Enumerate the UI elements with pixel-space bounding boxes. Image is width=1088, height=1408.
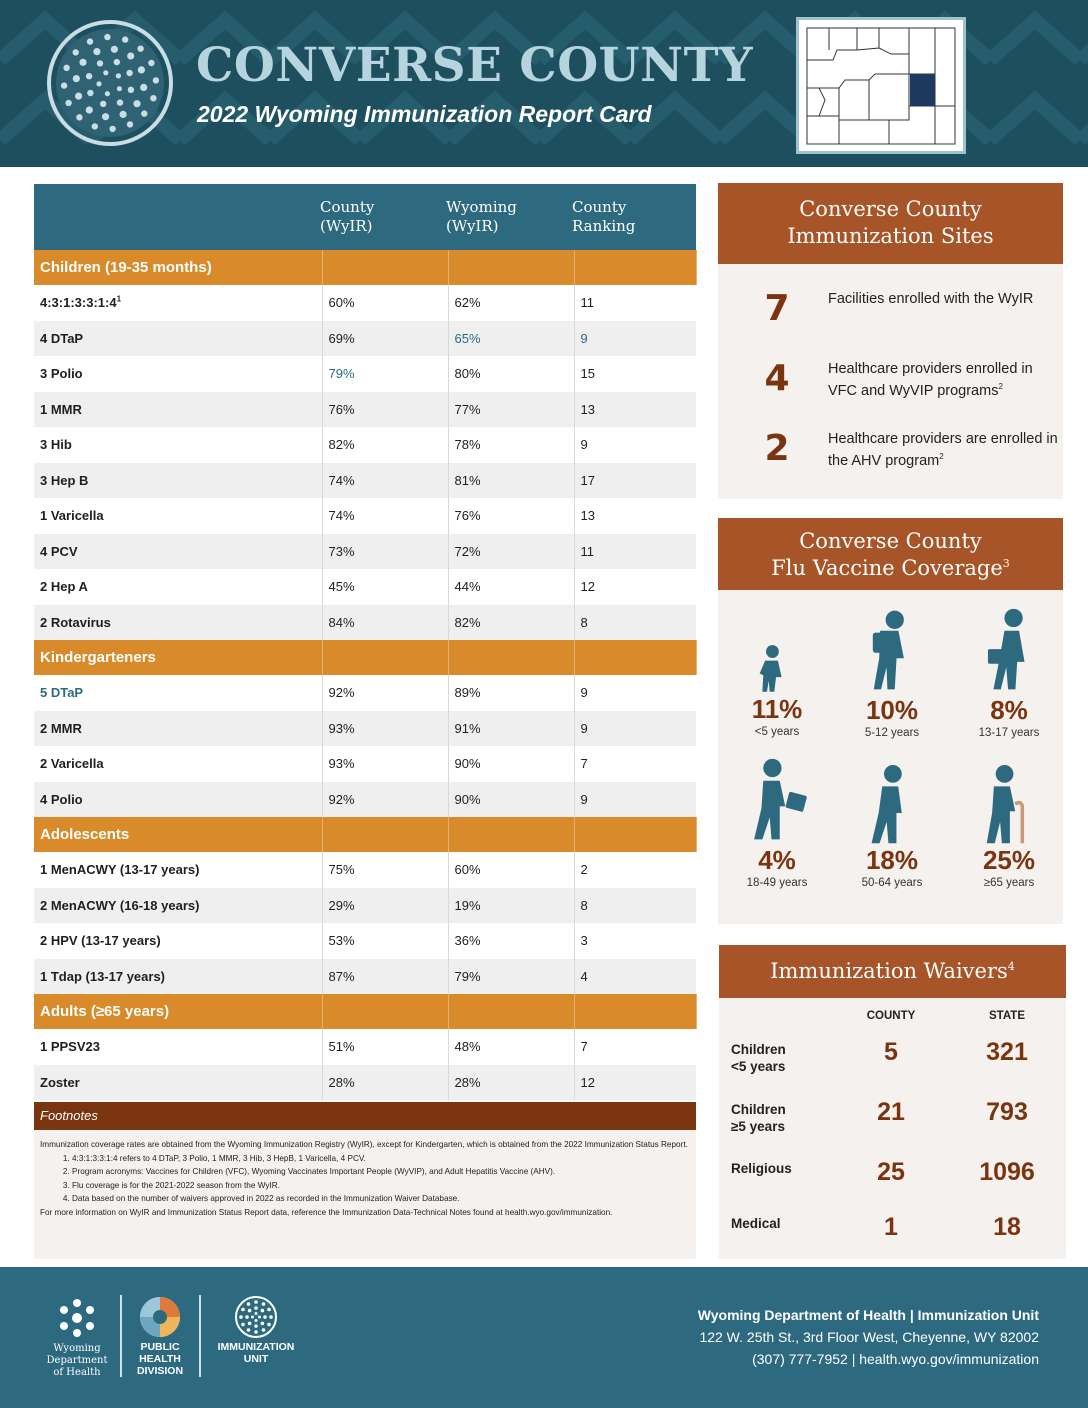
footer-divider xyxy=(120,1295,122,1377)
flu-percent: 25% xyxy=(982,845,1036,875)
waiver-state-value: 321 xyxy=(986,1038,1028,1066)
table-header-row xyxy=(34,184,696,250)
county-value: 92% xyxy=(322,782,448,818)
table-row xyxy=(34,321,696,357)
wdh-logo-text: Wyoming Department of Health xyxy=(46,1343,108,1378)
flu-age-label: 13-17 years xyxy=(978,727,1040,739)
wyoming-value: 60% xyxy=(448,852,574,888)
page-footer xyxy=(0,1267,1088,1408)
wyoming-value: 62% xyxy=(448,285,574,321)
footnotes-intro: Immunization coverage rates are obtained from the Wyoming Immunization Registry (WyIR), except for Kindergarten, which is obtained from the 2022 Immunization Status Report. xyxy=(40,1140,688,1149)
table-row xyxy=(34,605,696,641)
site-item xyxy=(718,354,1063,410)
table-row xyxy=(34,498,696,534)
rank-value: 13 xyxy=(574,392,696,428)
table-row xyxy=(34,1065,696,1101)
county-value: 93% xyxy=(322,746,448,782)
flu-age-label: 50-64 years xyxy=(861,877,923,889)
rank-value: 9 xyxy=(574,675,696,711)
vaccine-name: 5 DTaP xyxy=(34,675,322,711)
wyoming-value: 79% xyxy=(448,959,574,995)
vaccine-name: 3 Hib xyxy=(34,427,322,463)
rank-value: 12 xyxy=(574,569,696,605)
section-cell xyxy=(322,640,448,675)
page-header xyxy=(0,0,1088,167)
waiver-state-value: 1096 xyxy=(979,1158,1035,1186)
flu-age-label: 5-12 years xyxy=(864,727,920,739)
footnotes-list xyxy=(72,1152,688,1206)
waiver-state-value: 18 xyxy=(993,1213,1021,1241)
rank-value: 9 xyxy=(574,782,696,818)
county-value: 92% xyxy=(322,675,448,711)
footer-divider xyxy=(199,1295,201,1377)
rank-value: 8 xyxy=(574,605,696,641)
vaccine-name: 1 MMR xyxy=(34,392,322,428)
flu-age-group xyxy=(718,642,836,740)
footer-org: Wyoming Department of Health | Immunization Unit xyxy=(697,1307,1039,1323)
county-value: 84% xyxy=(322,605,448,641)
vaccine-name: 2 MMR xyxy=(34,711,322,747)
footnote-item: 2. Program acronyms: Vaccines for Children (VFC), Wyoming Vaccinates Important People (WyVIP), and Adult Hepatitis Vaccine (AHV). xyxy=(72,1165,688,1179)
section-cell xyxy=(448,640,574,675)
flu-title-line1: Converse County xyxy=(799,529,982,553)
vaccine-name: 1 PPSV23 xyxy=(34,1029,322,1065)
county-value: 74% xyxy=(322,498,448,534)
senior-cane-icon xyxy=(977,765,1041,845)
immunization-logo-icon xyxy=(46,19,174,147)
county-value: 93% xyxy=(322,711,448,747)
vaccine-name: $4:3:1:3:3:1:4^1$ xyxy=(34,285,322,321)
flu-percent: 4% xyxy=(758,845,796,875)
footnotes-outro: For more information on WyIR and Immunization Status Report data, reference the Immunization Data-Technical Notes found at health.wyo.gov/immunization. xyxy=(40,1207,613,1217)
table-section-row xyxy=(34,994,696,1029)
flu-percent: 10% xyxy=(865,695,919,725)
public-health-logo-icon xyxy=(138,1295,182,1339)
rank-value: 3 xyxy=(574,923,696,959)
waiver-county-value: 1 xyxy=(884,1213,898,1241)
child-backpack-icon xyxy=(860,605,924,695)
sites-title-line2: Immunization Sites xyxy=(787,224,994,248)
footer-address: 122 W. 25th St., 3rd Floor West, Cheyenne, WY 82002 xyxy=(699,1329,1039,1345)
table-row xyxy=(34,746,696,782)
wyoming-value: 65% xyxy=(448,321,574,357)
wyoming-value: 77% xyxy=(448,392,574,428)
section-cell xyxy=(574,817,696,852)
header-ranking: County Ranking xyxy=(574,184,696,250)
table-row xyxy=(34,959,696,995)
site-item xyxy=(718,424,1063,480)
vaccine-name: 4 Polio xyxy=(34,782,322,818)
footnotes-body xyxy=(34,1130,696,1219)
waiver-county-value: 5 xyxy=(884,1038,898,1066)
site-number: 4 xyxy=(764,358,790,399)
table-row xyxy=(34,285,696,321)
section-cell xyxy=(448,250,574,285)
rank-value: 9 xyxy=(574,427,696,463)
flu-age-label: 18-49 years xyxy=(746,877,808,889)
county-value: 79% xyxy=(322,356,448,392)
county-value: 28% xyxy=(322,1065,448,1101)
section-cell xyxy=(322,250,448,285)
flu-panel-title xyxy=(718,518,1063,590)
table-row xyxy=(34,569,696,605)
vaccine-name: 2 Hep A xyxy=(34,569,322,605)
footnotes-box xyxy=(34,1102,696,1259)
flu-age-group xyxy=(950,765,1068,891)
wyoming-value: 76% xyxy=(448,498,574,534)
header-wyoming: Wyoming (WyIR) xyxy=(448,184,574,250)
waiver-row-label: Children <5 years xyxy=(731,1042,786,1074)
table-row xyxy=(34,534,696,570)
rank-value: 13 xyxy=(574,498,696,534)
section-label: Adolescents xyxy=(34,817,322,852)
flu-age-group xyxy=(833,605,951,741)
wyoming-value: 48% xyxy=(448,1029,574,1065)
footer-contact xyxy=(698,1304,1039,1370)
teen-bag-icon xyxy=(977,605,1041,695)
section-cell xyxy=(448,817,574,852)
section-label: Kindergarteners xyxy=(34,640,322,675)
vaccine-name: 2 Rotavirus xyxy=(34,605,322,641)
vaccine-name: 2 HPV (13-17 years) xyxy=(34,923,322,959)
flu-age-group xyxy=(950,605,1068,741)
section-cell xyxy=(574,994,696,1029)
rank-value: 9 xyxy=(574,321,696,357)
sites-title-line1: Converse County xyxy=(799,197,982,221)
county-value: 53% xyxy=(322,923,448,959)
site-item xyxy=(718,284,1063,340)
waiver-row-label: Children ≥5 years xyxy=(731,1102,786,1134)
waivers-state-header: STATE xyxy=(989,1010,1025,1022)
wyoming-value: 89% xyxy=(448,675,574,711)
rank-value: 17 xyxy=(574,463,696,499)
vaccine-name: Zoster xyxy=(34,1065,322,1101)
rank-value: 11 xyxy=(574,534,696,570)
county-title: CONVERSE COUNTY xyxy=(196,38,754,93)
section-label: Adults (≥65 years) xyxy=(34,994,322,1029)
immunization-unit-logo-icon xyxy=(234,1295,278,1339)
vaccine-name: 3 Polio xyxy=(34,356,322,392)
site-text: Facilities enrolled with the WyIR xyxy=(828,291,1034,307)
footer-phone-web: (307) 777-7952 | health.wyo.gov/immunization xyxy=(752,1351,1039,1367)
county-value: 74% xyxy=(322,463,448,499)
wyoming-value: 19% xyxy=(448,888,574,924)
header-county: County (WyIR) xyxy=(322,184,448,250)
header-vaccine xyxy=(34,184,322,250)
public-health-logo-text: PUBLIC HEALTH DIVISION xyxy=(136,1341,184,1377)
waiver-row-label: Medical xyxy=(731,1216,781,1231)
footnote-item: 1. 4:3:1:3:3:1:4 refers to 4 DTaP, 3 Polio, 1 MMR, 3 Hib, 3 HepB, 1 Varicella, 4 PCV. xyxy=(72,1152,688,1166)
section-cell xyxy=(574,250,696,285)
county-value: 87% xyxy=(322,959,448,995)
site-number: 2 xyxy=(764,428,790,469)
footnote-item: 3. Flu coverage is for the 2021-2022 season from the WyIR. xyxy=(72,1179,688,1193)
county-value: 51% xyxy=(322,1029,448,1065)
rank-value: 12 xyxy=(574,1065,696,1101)
table-row xyxy=(34,888,696,924)
table-row xyxy=(34,852,696,888)
wdh-logo-icon xyxy=(54,1295,100,1341)
site-number: 7 xyxy=(764,288,790,329)
vaccine-name: 4 DTaP xyxy=(34,321,322,357)
wyoming-value: 81% xyxy=(448,463,574,499)
wyoming-value: 90% xyxy=(448,746,574,782)
footnotes-title: Footnotes xyxy=(34,1102,696,1130)
table-row xyxy=(34,463,696,499)
section-cell xyxy=(448,994,574,1029)
waiver-state-value: 793 xyxy=(986,1098,1028,1126)
footnote-item: 4. Data based on the number of waivers approved in 2022 as recorded in the Immunization Waiver Database. xyxy=(72,1192,688,1206)
rank-value: 8 xyxy=(574,888,696,924)
sites-panel-title xyxy=(718,183,1063,264)
vaccine-name: 3 Hep B xyxy=(34,463,322,499)
county-value: 69% xyxy=(322,321,448,357)
table-row xyxy=(34,427,696,463)
flu-percent: 18% xyxy=(865,845,919,875)
sites-panel-body xyxy=(718,264,1063,499)
table-row xyxy=(34,782,696,818)
county-value: 82% xyxy=(322,427,448,463)
flu-age-label: <5 years xyxy=(754,726,800,738)
waivers-county-header: COUNTY xyxy=(866,1010,916,1022)
vaccine-name: 1 MenACWY (13-17 years) xyxy=(34,852,322,888)
flu-age-group xyxy=(833,765,951,891)
flu-percent: 8% xyxy=(990,695,1028,725)
vaccine-name: 2 MenACWY (16-18 years) xyxy=(34,888,322,924)
county-value: 75% xyxy=(322,852,448,888)
rank-value: 9 xyxy=(574,711,696,747)
waivers-panel-body xyxy=(719,998,1066,1259)
flu-age-label: ≥65 years xyxy=(983,877,1035,889)
site-text: Healthcare providers enrolled in VFC and WyVIP programs$^2$ xyxy=(828,361,1033,399)
rank-value: 11 xyxy=(574,285,696,321)
waivers-panel-title: Immunization Waivers$^4$ xyxy=(719,945,1066,998)
waiver-row-label: Religious xyxy=(731,1161,792,1176)
table-row xyxy=(34,923,696,959)
county-map-icon xyxy=(799,20,963,151)
table-section-row xyxy=(34,817,696,852)
county-value: 73% xyxy=(322,534,448,570)
vaccine-name: 4 PCV xyxy=(34,534,322,570)
waiver-county-value: 25 xyxy=(877,1158,905,1186)
county-value: 76% xyxy=(322,392,448,428)
table-section-row xyxy=(34,250,696,285)
adult-briefcase-icon xyxy=(745,755,809,845)
wyoming-value: 82% xyxy=(448,605,574,641)
wyoming-value: 44% xyxy=(448,569,574,605)
site-text: Healthcare providers are enrolled in the AHV program$^2$ xyxy=(828,431,1058,469)
wyoming-county-map xyxy=(796,17,966,154)
county-value: 45% xyxy=(322,569,448,605)
wyoming-value: 36% xyxy=(448,923,574,959)
vaccine-name: 1 Tdap (13-17 years) xyxy=(34,959,322,995)
immunization-unit-logo-text: IMMUNIZATION UNIT xyxy=(217,1341,295,1365)
wyoming-value: 28% xyxy=(448,1065,574,1101)
table-row xyxy=(34,392,696,428)
county-value: 60% xyxy=(322,285,448,321)
wyoming-value: 80% xyxy=(448,356,574,392)
table-section-row xyxy=(34,640,696,675)
table-row xyxy=(34,711,696,747)
vaccine-name: 2 Varicella xyxy=(34,746,322,782)
wyoming-value: 91% xyxy=(448,711,574,747)
immunization-coverage-table xyxy=(34,184,697,1100)
flu-age-group xyxy=(718,755,836,891)
rank-value: 2 xyxy=(574,852,696,888)
section-cell xyxy=(322,994,448,1029)
older-adult-icon xyxy=(860,765,924,845)
vaccine-name: 1 Varicella xyxy=(34,498,322,534)
rank-value: 4 xyxy=(574,959,696,995)
section-cell xyxy=(574,640,696,675)
flu-panel-body xyxy=(718,590,1063,924)
table-row xyxy=(34,1029,696,1065)
table-row xyxy=(34,356,696,392)
wyoming-value: 72% xyxy=(448,534,574,570)
rank-value: 15 xyxy=(574,356,696,392)
rank-value: 7 xyxy=(574,1029,696,1065)
section-label: Children (19-35 months) xyxy=(34,250,322,285)
table-row xyxy=(34,675,696,711)
flu-percent: 11% xyxy=(751,694,803,724)
flu-title-line2: Flu Vaccine Coverage$^3$ xyxy=(771,556,1010,580)
wyoming-value: 78% xyxy=(448,427,574,463)
wyoming-value: 90% xyxy=(448,782,574,818)
waiver-county-value: 21 xyxy=(877,1098,905,1126)
county-value: 29% xyxy=(322,888,448,924)
report-subtitle: 2022 Wyoming Immunization Report Card xyxy=(197,101,652,127)
toddler-icon xyxy=(745,642,809,694)
section-cell xyxy=(322,817,448,852)
rank-value: 7 xyxy=(574,746,696,782)
